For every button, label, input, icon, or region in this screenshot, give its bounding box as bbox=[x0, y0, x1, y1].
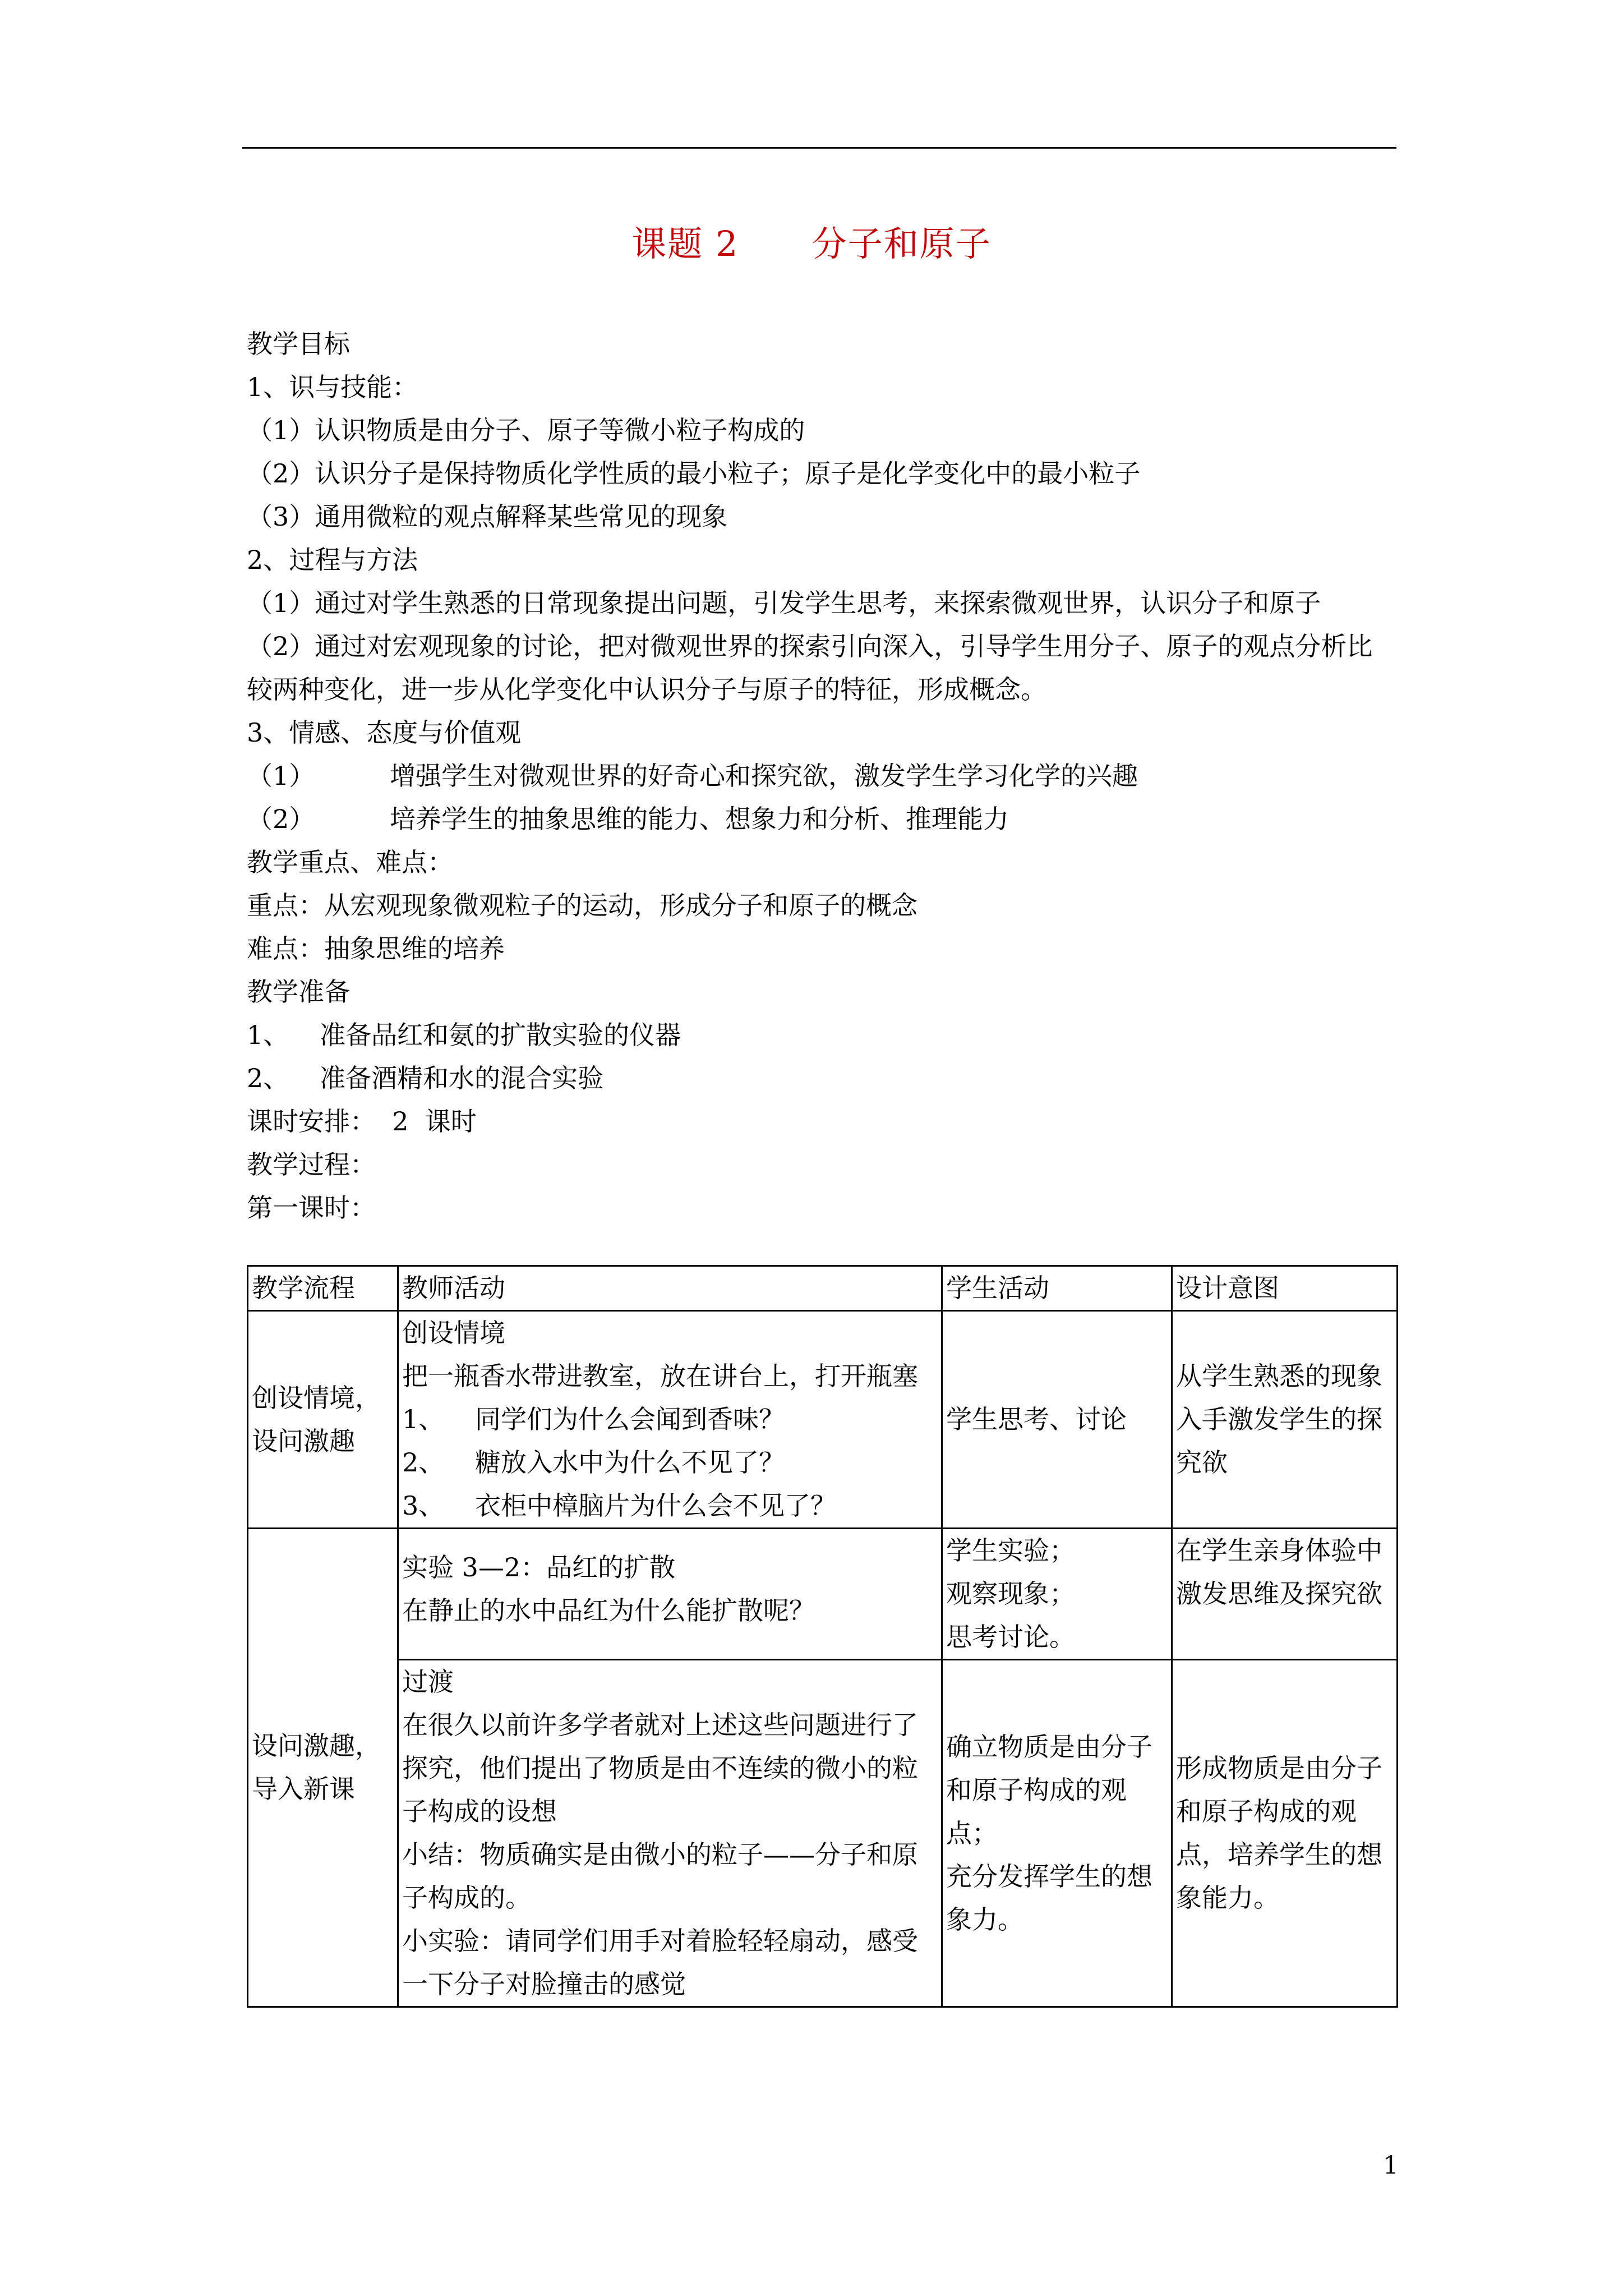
cell-text: 观察现象； bbox=[946, 1579, 1075, 1609]
table-header-cell: 教学流程 bbox=[248, 1266, 398, 1311]
item-number: 1、 bbox=[402, 1404, 445, 1434]
table-header-row bbox=[248, 1266, 1398, 1311]
teacher-activity-cell bbox=[398, 1660, 942, 2007]
item-text: 准备品红和氨的扩散实验的仪器 bbox=[320, 1020, 681, 1050]
page-number: 1 bbox=[1383, 2151, 1399, 2180]
cell-text: 把一瓶香水带进教室，放在讲台上，打开瓶塞 bbox=[402, 1361, 918, 1391]
cell-text: 确立物质是由分子和原子构成的观点； bbox=[946, 1731, 1152, 1848]
objective-item: （1）通过对学生熟悉的日常现象提出问题，引发学生思考，来探索微观世界，认识分子和原子 bbox=[247, 588, 1321, 618]
student-activity-cell bbox=[942, 1660, 1172, 2007]
question-item bbox=[402, 1441, 938, 1484]
preparation-item bbox=[247, 1014, 1396, 1057]
section-2-heading: 2、过程与方法 bbox=[247, 545, 418, 575]
table-header-cell: 教师活动 bbox=[398, 1266, 942, 1311]
cell-text: 学生实验； bbox=[946, 1535, 1075, 1566]
preparation-item bbox=[247, 1057, 1396, 1100]
cell-text: 思考讨论。 bbox=[946, 1622, 1075, 1652]
item-text: 同学们为什么会闻到香味？ bbox=[475, 1404, 785, 1434]
teacher-activity-cell bbox=[398, 1529, 942, 1660]
cell-heading: 过渡 bbox=[402, 1667, 454, 1697]
design-intent-cell: 形成物质是由分子和原子构成的观点，培养学生的想象能力。 bbox=[1172, 1660, 1398, 2007]
cell-text: 在静止的水中品红为什么能扩散呢？ bbox=[402, 1595, 815, 1626]
objective-item: （3）通用微粒的观点解释某些常见的现象 bbox=[247, 501, 728, 532]
table-header-cell: 学生活动 bbox=[942, 1266, 1172, 1311]
header-rule bbox=[242, 147, 1396, 149]
item-number: （1） bbox=[247, 761, 315, 791]
design-intent-cell: 从学生熟悉的现象入手激发学生的探究欲 bbox=[1172, 1311, 1398, 1529]
teacher-activity-cell bbox=[398, 1311, 942, 1529]
section-3-heading: 3、情感、态度与价值观 bbox=[247, 717, 522, 748]
item-text: 糖放入水中为什么不见了？ bbox=[475, 1447, 785, 1478]
process-heading: 教学过程： bbox=[247, 1149, 376, 1180]
student-activity-cell bbox=[942, 1529, 1172, 1660]
difficult-point: 难点：抽象思维的培养 bbox=[247, 933, 505, 964]
table-header-cell: 设计意图 bbox=[1172, 1266, 1398, 1311]
section-1-heading: 1、识与技能： bbox=[247, 372, 418, 402]
item-number: 3、 bbox=[402, 1490, 445, 1521]
schedule: 课时安排： 2 课时 bbox=[247, 1106, 477, 1137]
cell-text: 充分发挥学生的想象力。 bbox=[946, 1861, 1152, 1935]
item-number: （2） bbox=[247, 804, 315, 834]
cell-text: 小实验：请同学们用手对着脸轻轻扇动，感受一下分子对脸撞击的感觉 bbox=[402, 1926, 918, 1999]
item-text: 增强学生对微观世界的好奇心和探究欲，激发学生学习化学的兴趣 bbox=[390, 761, 1138, 791]
lesson-heading: 第一课时： bbox=[247, 1193, 376, 1223]
preparation-heading: 教学准备 bbox=[247, 977, 350, 1007]
item-text: 准备酒精和水的混合实验 bbox=[320, 1063, 603, 1093]
lesson-table bbox=[247, 1265, 1398, 2008]
item-text: 培养学生的抽象思维的能力、想象力和分析、推理能力 bbox=[390, 804, 1009, 834]
item-number: 2、 bbox=[247, 1063, 289, 1093]
key-points-heading: 教学重点、难点： bbox=[247, 847, 453, 877]
page-title: 课题 2 分子和原子 bbox=[631, 223, 992, 264]
question-item bbox=[402, 1398, 938, 1441]
cell-heading: 创设情境 bbox=[402, 1318, 505, 1348]
item-text: 衣柜中樟脑片为什么会不见了？ bbox=[475, 1490, 836, 1521]
table-row bbox=[248, 1529, 1398, 1660]
flow-cell: 设问激趣，导入新课 bbox=[248, 1529, 398, 2007]
objective-item bbox=[247, 798, 1396, 841]
objective-item: （1）认识物质是由分子、原子等微小粒子构成的 bbox=[247, 415, 805, 445]
cell-text: 实验 3—2：品红的扩散 bbox=[402, 1552, 676, 1582]
objective-item: （2）认识分子是保持物质化学性质的最小粒子；原子是化学变化中的最小粒子 bbox=[247, 458, 1141, 489]
question-item bbox=[402, 1484, 938, 1527]
design-intent-cell: 在学生亲身体验中激发思维及探究欲 bbox=[1172, 1529, 1398, 1660]
student-activity-cell: 学生思考、讨论 bbox=[942, 1311, 1172, 1529]
item-number: 1、 bbox=[247, 1020, 289, 1050]
table-row bbox=[248, 1660, 1398, 2007]
item-number: 2、 bbox=[402, 1447, 445, 1478]
key-point: 重点：从宏观现象微观粒子的运动，形成分子和原子的概念 bbox=[247, 890, 917, 921]
cell-text: 在很久以前许多学者就对上述这些问题进行了探究，他们提出了物质是由不连续的微小的粒子构成的设想 bbox=[402, 1710, 918, 1826]
objectives-heading: 教学目标 bbox=[247, 329, 350, 359]
objective-item bbox=[247, 754, 1396, 798]
table-row bbox=[248, 1311, 1398, 1529]
objective-item: （2）通过对宏观现象的讨论，把对微观世界的探索引向深入，引导学生用分子、原子的观点分析比较两种变化，进一步从化学变化中认识分子与原子的特征，形成概念。 bbox=[247, 631, 1373, 705]
document-body bbox=[247, 323, 1396, 1230]
cell-text: 小结：物质确实是由微小的粒子——分子和原子构成的。 bbox=[402, 1839, 918, 1913]
flow-cell: 创设情境，设问激趣 bbox=[248, 1311, 398, 1529]
